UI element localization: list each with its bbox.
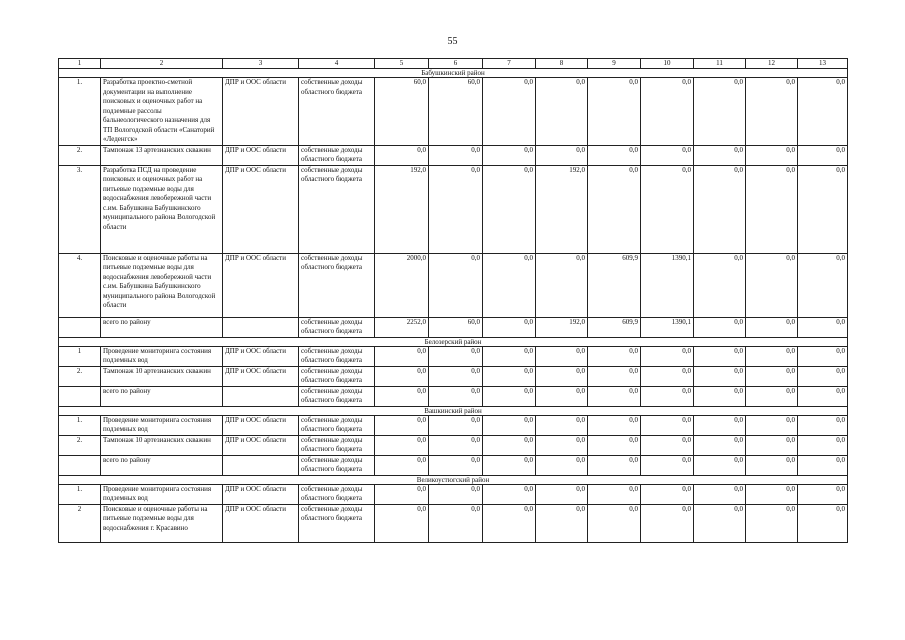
value-cell: 2000,0	[375, 253, 429, 317]
value-cell: 0,0	[694, 78, 746, 146]
value-cell: 0,0	[375, 346, 429, 366]
header-cell: 12	[746, 59, 798, 69]
funding-source: собственные доходы областного бюджета	[299, 484, 375, 504]
value-cell: 0,0	[798, 484, 848, 504]
table-row	[59, 346, 848, 366]
funding-source: собственные доходы областного бюджета	[299, 386, 375, 406]
value-cell: 0,0	[641, 386, 694, 406]
table-row	[59, 435, 848, 455]
region-title: Великоустюгский район	[59, 475, 848, 484]
funding-source: собственные доходы областного бюджета	[299, 504, 375, 542]
value-cell: 609,9	[588, 253, 641, 317]
executor: ДПР и ООС области	[223, 504, 299, 542]
value-cell: 0,0	[483, 435, 536, 455]
value-cell: 0,0	[483, 484, 536, 504]
executor: ДПР и ООС области	[223, 145, 299, 165]
page-number: 55	[447, 36, 458, 47]
value-cell: 0,0	[798, 317, 848, 337]
value-cell: 0,0	[746, 484, 798, 504]
header-cell: 9	[588, 59, 641, 69]
value-cell: 0,0	[694, 253, 746, 317]
funding-source: собственные доходы областного бюджета	[299, 346, 375, 366]
funding-source: собственные доходы областного бюджета	[299, 317, 375, 337]
value-cell: 0,0	[429, 415, 483, 435]
row-number: 2	[59, 504, 101, 542]
value-cell: 0,0	[429, 253, 483, 317]
value-cell: 609,9	[588, 317, 641, 337]
value-cell: 0,0	[429, 346, 483, 366]
header-cell: 2	[101, 59, 223, 69]
executor: ДПР и ООС области	[223, 253, 299, 317]
funding-source: собственные доходы областного бюджета	[299, 165, 375, 253]
value-cell: 0,0	[694, 317, 746, 337]
header-cell: 5	[375, 59, 429, 69]
region-row	[59, 475, 848, 484]
value-cell: 0,0	[588, 455, 641, 475]
measure-name: Проведение мониторинга состояния подземных вод	[101, 415, 223, 435]
header-cell: 3	[223, 59, 299, 69]
budget-table	[58, 58, 848, 543]
region-title: Белозерский район	[59, 337, 848, 346]
funding-source: собственные доходы областного бюджета	[299, 78, 375, 146]
table-row	[59, 165, 848, 253]
value-cell: 0,0	[746, 386, 798, 406]
value-cell: 0,0	[536, 415, 588, 435]
value-cell: 0,0	[588, 165, 641, 253]
measure-name: Проведение мониторинга состояния подземных вод	[101, 484, 223, 504]
value-cell: 60,0	[429, 317, 483, 337]
table-row	[59, 386, 848, 406]
value-cell: 0,0	[375, 484, 429, 504]
value-cell: 0,0	[536, 346, 588, 366]
value-cell: 0,0	[483, 165, 536, 253]
value-cell: 0,0	[375, 386, 429, 406]
value-cell: 0,0	[746, 145, 798, 165]
row-number: 3.	[59, 165, 101, 253]
row-number: 4.	[59, 253, 101, 317]
table-row	[59, 504, 848, 542]
value-cell: 192,0	[536, 317, 588, 337]
table-row	[59, 415, 848, 435]
value-cell: 0,0	[798, 145, 848, 165]
value-cell: 0,0	[746, 366, 798, 386]
value-cell: 0,0	[429, 435, 483, 455]
table-row	[59, 455, 848, 475]
value-cell: 2252,0	[375, 317, 429, 337]
row-number	[59, 386, 101, 406]
region-row	[59, 69, 848, 78]
value-cell: 0,0	[746, 253, 798, 317]
value-cell: 0,0	[588, 346, 641, 366]
executor: ДПР и ООС области	[223, 435, 299, 455]
header-cell: 7	[483, 59, 536, 69]
value-cell: 0,0	[641, 165, 694, 253]
value-cell: 0,0	[746, 455, 798, 475]
row-number: 1.	[59, 415, 101, 435]
value-cell: 0,0	[429, 145, 483, 165]
funding-source: собственные доходы областного бюджета	[299, 435, 375, 455]
value-cell: 0,0	[694, 455, 746, 475]
value-cell: 0,0	[483, 346, 536, 366]
measure-name: Тампонаж 10 артезианских скважин	[101, 366, 223, 386]
executor: ДПР и ООС области	[223, 346, 299, 366]
table-row	[59, 366, 848, 386]
value-cell: 0,0	[641, 455, 694, 475]
value-cell: 0,0	[588, 145, 641, 165]
value-cell: 0,0	[429, 366, 483, 386]
value-cell: 0,0	[694, 165, 746, 253]
value-cell: 0,0	[694, 366, 746, 386]
value-cell: 0,0	[536, 366, 588, 386]
table-row	[59, 253, 848, 317]
region-row	[59, 406, 848, 415]
value-cell: 0,0	[694, 346, 746, 366]
executor: ДПР и ООС области	[223, 165, 299, 253]
table-row	[59, 78, 848, 146]
value-cell: 0,0	[694, 145, 746, 165]
value-cell: 0,0	[798, 504, 848, 542]
value-cell: 0,0	[483, 78, 536, 146]
measure-name: Поисковые и оценочные работы на питьевые подземные воды для водоснабжения г. Красавино	[101, 504, 223, 542]
value-cell: 60,0	[429, 78, 483, 146]
value-cell: 192,0	[536, 165, 588, 253]
value-cell: 0,0	[588, 484, 641, 504]
value-cell: 0,0	[694, 484, 746, 504]
row-number: 1.	[59, 484, 101, 504]
value-cell: 0,0	[536, 78, 588, 146]
value-cell: 0,0	[694, 435, 746, 455]
header-cell: 10	[641, 59, 694, 69]
value-cell: 0,0	[798, 346, 848, 366]
value-cell: 0,0	[483, 415, 536, 435]
row-number: 1.	[59, 78, 101, 146]
value-cell: 0,0	[798, 165, 848, 253]
value-cell: 0,0	[429, 455, 483, 475]
measure-name: всего по району	[101, 317, 223, 337]
value-cell: 0,0	[641, 366, 694, 386]
row-number: 1	[59, 346, 101, 366]
value-cell: 192,0	[375, 165, 429, 253]
measure-name: всего по району	[101, 386, 223, 406]
executor	[223, 317, 299, 337]
value-cell: 0,0	[641, 435, 694, 455]
value-cell: 0,0	[746, 435, 798, 455]
value-cell: 0,0	[798, 253, 848, 317]
value-cell: 0,0	[746, 504, 798, 542]
executor: ДПР и ООС области	[223, 78, 299, 146]
value-cell: 0,0	[588, 415, 641, 435]
value-cell: 0,0	[483, 504, 536, 542]
funding-source: собственные доходы областного бюджета	[299, 145, 375, 165]
row-number: 2.	[59, 145, 101, 165]
value-cell: 0,0	[375, 415, 429, 435]
value-cell: 0,0	[641, 346, 694, 366]
measure-name: Разработка ПСД на проведение поисковых и оценочных работ на питьевые подземные воды для водоснабжения левобережной части с.им. Бабушкина Бабушкинского муниципального района Вологодской области	[101, 165, 223, 253]
measure-name: Тампонаж 13 артезианских скважин	[101, 145, 223, 165]
value-cell: 0,0	[483, 366, 536, 386]
value-cell: 0,0	[429, 386, 483, 406]
funding-source: собственные доходы областного бюджета	[299, 455, 375, 475]
value-cell: 0,0	[588, 78, 641, 146]
value-cell: 0,0	[641, 504, 694, 542]
row-number	[59, 317, 101, 337]
value-cell: 0,0	[798, 415, 848, 435]
value-cell: 0,0	[483, 386, 536, 406]
value-cell: 0,0	[798, 455, 848, 475]
measure-name: всего по району	[101, 455, 223, 475]
value-cell: 0,0	[746, 165, 798, 253]
measure-name: Проведение мониторинга состояния подземных вод	[101, 346, 223, 366]
value-cell: 0,0	[694, 415, 746, 435]
header-row	[59, 59, 848, 69]
value-cell: 0,0	[588, 366, 641, 386]
value-cell: 0,0	[429, 504, 483, 542]
value-cell: 0,0	[798, 78, 848, 146]
header-cell: 4	[299, 59, 375, 69]
executor: ДПР и ООС области	[223, 415, 299, 435]
table-row	[59, 317, 848, 337]
region-title: Вашкинский район	[59, 406, 848, 415]
value-cell: 0,0	[483, 455, 536, 475]
value-cell: 0,0	[746, 317, 798, 337]
value-cell: 0,0	[375, 504, 429, 542]
value-cell: 0,0	[483, 145, 536, 165]
table-row	[59, 484, 848, 504]
region-row	[59, 337, 848, 346]
value-cell: 0,0	[536, 435, 588, 455]
measure-name: Тампонаж 10 артезианских скважин	[101, 435, 223, 455]
header-cell: 6	[429, 59, 483, 69]
value-cell: 0,0	[536, 253, 588, 317]
value-cell: 0,0	[483, 317, 536, 337]
funding-source: собственные доходы областного бюджета	[299, 415, 375, 435]
header-cell: 1	[59, 59, 101, 69]
value-cell: 0,0	[746, 78, 798, 146]
value-cell: 0,0	[429, 484, 483, 504]
value-cell: 60,0	[375, 78, 429, 146]
value-cell: 0,0	[536, 386, 588, 406]
value-cell: 1390,1	[641, 317, 694, 337]
funding-source: собственные доходы областного бюджета	[299, 366, 375, 386]
value-cell: 0,0	[798, 386, 848, 406]
value-cell: 0,0	[588, 504, 641, 542]
value-cell: 1390,1	[641, 253, 694, 317]
row-number: 2.	[59, 435, 101, 455]
value-cell: 0,0	[746, 415, 798, 435]
region-title: Бабушкинский район	[59, 69, 848, 78]
funding-source: собственные доходы областного бюджета	[299, 253, 375, 317]
header-cell: 11	[694, 59, 746, 69]
value-cell: 0,0	[536, 455, 588, 475]
value-cell: 0,0	[798, 366, 848, 386]
value-cell: 0,0	[536, 484, 588, 504]
value-cell: 0,0	[375, 145, 429, 165]
header-cell: 8	[536, 59, 588, 69]
value-cell: 0,0	[536, 504, 588, 542]
table-row	[59, 145, 848, 165]
value-cell: 0,0	[694, 386, 746, 406]
header-cell: 13	[798, 59, 848, 69]
value-cell: 0,0	[798, 435, 848, 455]
value-cell: 0,0	[746, 346, 798, 366]
row-number	[59, 455, 101, 475]
measure-name: Поисковые и оценочные работы на питьевые подземные воды для водоснабжения левобережной части с.им. Бабушкина Бабушкинского муниципального района Вологодской области	[101, 253, 223, 317]
measure-name: Разработка проектно-сметной документации на выполнение поисковых и оценочных работ на подземные рассолы бальнеологического назначения для ТП Вологодской области «Санаторий «Леденгск»	[101, 78, 223, 146]
executor: ДПР и ООС области	[223, 366, 299, 386]
value-cell: 0,0	[429, 165, 483, 253]
value-cell: 0,0	[536, 145, 588, 165]
value-cell: 0,0	[375, 455, 429, 475]
value-cell: 0,0	[375, 366, 429, 386]
value-cell: 0,0	[483, 253, 536, 317]
value-cell: 0,0	[588, 435, 641, 455]
value-cell: 0,0	[641, 484, 694, 504]
value-cell: 0,0	[588, 386, 641, 406]
executor: ДПР и ООС области	[223, 484, 299, 504]
value-cell: 0,0	[641, 145, 694, 165]
value-cell: 0,0	[641, 415, 694, 435]
row-number: 2.	[59, 366, 101, 386]
executor	[223, 455, 299, 475]
executor	[223, 386, 299, 406]
value-cell: 0,0	[375, 435, 429, 455]
value-cell: 0,0	[694, 504, 746, 542]
value-cell: 0,0	[641, 78, 694, 146]
